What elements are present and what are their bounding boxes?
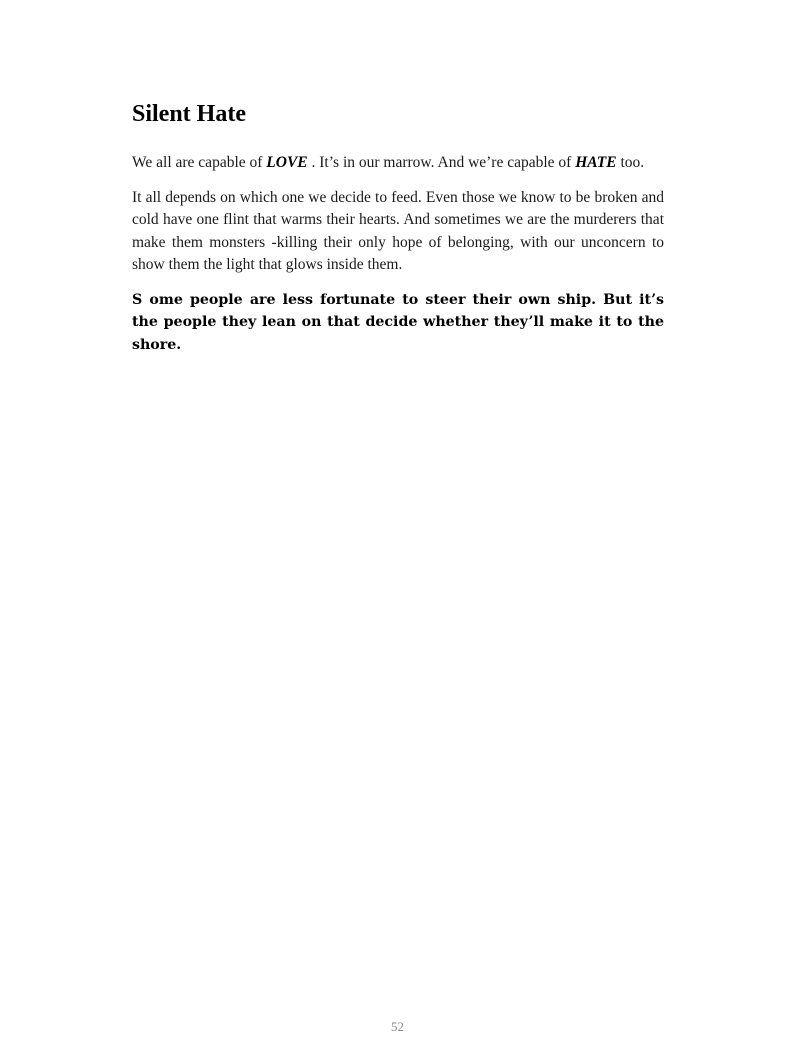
paragraph-capable-text-1: We all are capable of	[132, 154, 267, 171]
paragraph-capable	[132, 152, 664, 175]
emphasis-hate: HATE	[575, 154, 617, 171]
page-number: 52	[391, 1019, 404, 1034]
paragraph-capable-text-3: too.	[616, 154, 645, 171]
page-title: Silent Hate	[132, 101, 246, 127]
paragraph-capable-text-2: . It’s in our marrow. And we’re capable of	[307, 154, 576, 171]
paragraph-ship: S ome people are less fortunate to steer their own ship. But it’s the people they lean on that decide whether they’ll make it to the shore.	[132, 291, 664, 353]
page-content	[132, 98, 664, 368]
paragraph-feed: It all depends on which one we decide to feed. Even those we know to be broken and cold have one flint that warms their hearts. And sometimes we are the murderers that make them monsters -killing their only hope of belonging, with our unconcern to show them the light that glows inside them.	[132, 188, 664, 273]
emphasis-love: LOVE	[266, 154, 308, 171]
